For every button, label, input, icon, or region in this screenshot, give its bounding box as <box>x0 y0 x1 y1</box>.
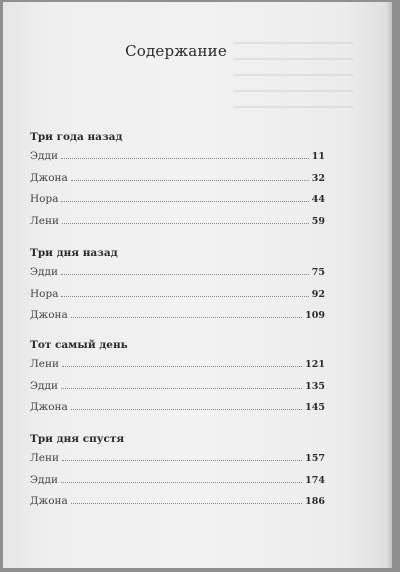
dot-leader <box>61 388 302 389</box>
entry-name: Джона <box>30 309 68 321</box>
page-number: 121 <box>305 359 325 370</box>
dot-leader <box>61 274 309 275</box>
page-number: 174 <box>305 474 325 486</box>
page-number: 145 <box>305 402 325 413</box>
book-page <box>3 2 392 568</box>
toc-section <box>30 338 325 423</box>
entry-name: Джона <box>30 401 68 413</box>
dot-leader <box>61 296 308 297</box>
entry-name: Лени <box>30 452 59 464</box>
page-number: 135 <box>305 380 325 392</box>
toc-entry[interactable] <box>30 380 325 402</box>
entry-name: Нора <box>30 193 59 205</box>
dot-leader <box>71 317 302 318</box>
dot-leader <box>71 503 302 504</box>
page-number: 59 <box>311 215 325 227</box>
toc-section <box>30 246 325 331</box>
dot-leader <box>61 158 309 159</box>
toc-entry[interactable] <box>30 172 325 194</box>
toc-entry[interactable] <box>30 266 325 288</box>
dot-leader <box>62 460 302 461</box>
page-title: Содержание <box>125 42 227 60</box>
section-title: Три дня спустя <box>30 433 125 445</box>
entry-name: Джона <box>30 171 68 184</box>
dot-leader <box>61 482 302 483</box>
toc-entry[interactable] <box>30 288 325 310</box>
page-number: 157 <box>305 453 325 464</box>
page-number: 186 <box>305 496 325 507</box>
toc-entry[interactable] <box>30 452 325 474</box>
entry-name: Лени <box>30 214 59 227</box>
dot-leader <box>71 180 309 181</box>
toc-entry[interactable] <box>30 309 325 331</box>
entry-name: Нора <box>30 287 59 300</box>
page-number: 109 <box>305 310 325 321</box>
page-number: 75 <box>311 267 325 278</box>
page-number: 92 <box>311 288 325 300</box>
toc-entry[interactable] <box>30 495 325 517</box>
dot-leader <box>61 201 308 202</box>
toc-entry[interactable] <box>30 193 325 215</box>
dot-leader <box>62 366 302 367</box>
toc-entry[interactable] <box>30 150 325 172</box>
section-title: Тот самый день <box>30 339 128 351</box>
toc-section <box>30 432 325 517</box>
section-title: Три года назад <box>30 131 123 143</box>
entry-name: Эдди <box>30 473 58 486</box>
section-title: Три дня назад <box>30 247 118 259</box>
toc-section <box>30 130 325 236</box>
toc-entry[interactable] <box>30 401 325 423</box>
entry-name: Эдди <box>30 150 58 162</box>
entry-name: Лени <box>30 358 59 370</box>
entry-name: Джона <box>30 495 68 507</box>
toc-entry[interactable] <box>30 215 325 237</box>
entry-name: Эдди <box>30 266 58 278</box>
page-number: 44 <box>311 194 325 205</box>
toc-entry[interactable] <box>30 358 325 380</box>
toc-entry[interactable] <box>30 474 325 496</box>
entry-name: Эдди <box>30 379 58 392</box>
page-number: 11 <box>311 151 325 162</box>
dot-leader <box>71 409 302 410</box>
page-number: 32 <box>311 172 325 184</box>
dot-leader <box>62 223 309 224</box>
